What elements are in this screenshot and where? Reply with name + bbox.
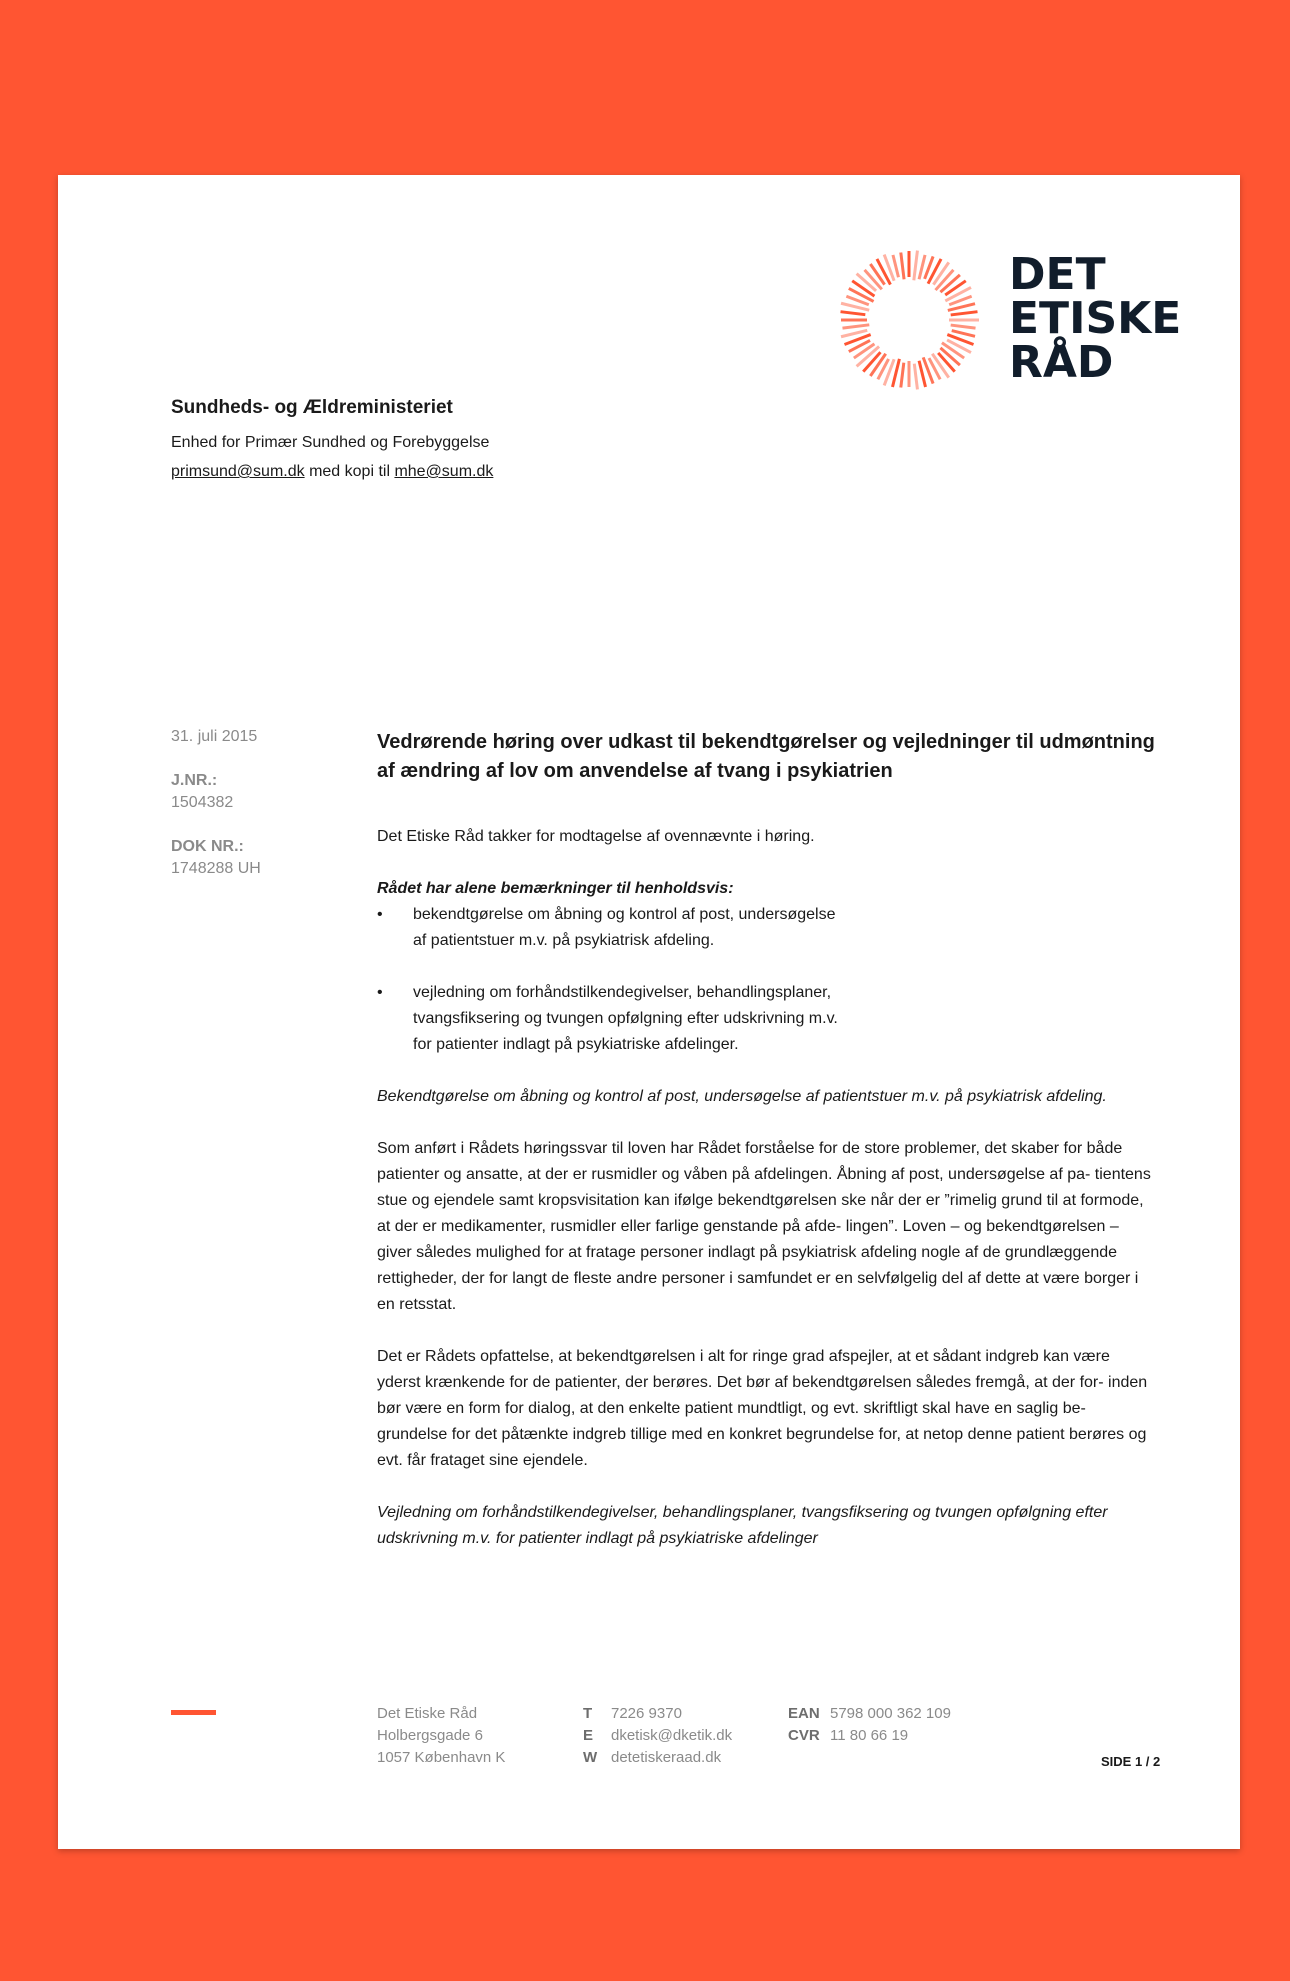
logo-line-3: RÅD [1009,337,1114,388]
letter-page [58,175,1240,1849]
footer-accent-bar [171,1710,216,1715]
remarks-heading: Rådet har alene bemærkninger til henholdsvis: [377,880,734,897]
bullet-icon: • [377,984,383,1001]
recipient-name: Sundheds- og Ældreministeriet [171,397,453,418]
jnr-value: 1504382 [171,794,234,811]
paragraph-1: Som anført i Rådets høringssvar til loven har Rådet forståelse for de store problemer, det skaber for både patienter og ansatte, at der er rusmidler og våben på afdelingen. Åbning af post, undersøgelse af pa- tientens stue og ejendele samt kropsvisitation kan ifølge bekendtgørelsen ske når der er ”rimelig grund til at formode, at der er medikamenter, rusmidler eller farlige genstande på afde- lingen”. Loven – og bekendtgørelsen – giver således mulighed for at fratage personer indlagt på psykiatrisk afdeling nogle af de grundlæggende rettigheder, der for langt de fleste andre personer i samfundet er en selvfølgelig del af dette at være borger i en retsstat. [377,1140,1151,1313]
page-number: SIDE 1 / 2 [1101,1754,1161,1769]
recipient-unit: Enhed for Primær Sundhed og Forebyggelse [171,434,490,451]
phone-label: T [583,1705,593,1722]
logo [834,245,1182,395]
list-item-text: bekendtgørelse om åbning og kontrol af post, undersøgelse af patientstuer m.v. på psykiatrisk afdeling. [413,906,836,949]
footer-contact [583,1703,732,1769]
dok-label: DOK NR.: [171,838,244,855]
web-label: W [583,1749,598,1766]
list-item-text: vejledning om forhåndstilkendegivelser, behandlingsplaner, tvangsfiksering og tvungen opfølgning efter udskrivning m.v. for patienter indlagt på psykiatriske afdelinger. [413,984,838,1053]
letter-meta [171,728,261,878]
bullet-icon: • [377,906,383,923]
email-value[interactable]: dketisk@dketik.dk [611,1727,733,1744]
footer-org: Det Etiske Råd [377,1705,478,1722]
email-label: E [583,1727,594,1744]
letter-body [377,728,1157,1578]
copy-text: med kopi til [304,463,395,480]
sunburst-ring-icon [834,245,984,395]
web-value[interactable]: detetiskeraad.dk [611,1749,722,1766]
recipient-block [171,397,493,486]
paragraph-2: Det er Rådets opfattelse, at bekendtgørelsen i alt for ringe grad afspejler, at et sådant indgreb kan være yderst krænkende for de patienter, der berøres. Det bør af bekendtgørelsen således fremgå, at der for- inden bør være en form for dialog, at den enkelte patient mundtligt, og evt. skriftligt skal have en saglig be- grundelse for det påtænkte indgreb tillige med en konkret begrundelse for, at netop denne patient berøres og evt. får frataget sine ejendele. [377,1348,1148,1469]
cvr-label: CVR [788,1727,820,1744]
letter-subject: Vedrørende høring over udkast til bekendtgørelser og vejledninger til udmøntning af ændring af lov om anvendelse af tvang i psykiatrien [377,731,1155,782]
cvr-value: 11 80 66 19 [830,1727,909,1744]
footer-street: Holbergsgade 6 [377,1727,483,1744]
phone-value: 7226 9370 [611,1705,682,1722]
email-link-primsund[interactable]: primsund@sum.dk [171,463,305,480]
logo-line-1: DET [1009,249,1106,300]
list-item [377,902,853,954]
section-heading-2: Vejledning om forhåndstilkendegivelser, behandlingsplaner, tvangsfiksering og tvungen opfølgning efter udskrivning m.v. for patienter indlagt på psykiatriske afdelinger [377,1504,1108,1547]
intro-paragraph: Det Etiske Råd takker for modtagelse af ovennævnte i høring. [377,828,815,845]
letter-date: 31. juli 2015 [171,728,258,745]
remarks-list [377,902,1157,1058]
list-item [377,980,853,1058]
footer-city: 1057 København K [377,1749,506,1766]
footer-ids [788,1703,951,1747]
logo-line-2: ETISKE [1009,293,1182,344]
jnr-label: J.NR.: [171,772,218,789]
recipient-emails [171,457,493,486]
footer-address [377,1703,505,1769]
email-link-mhe[interactable]: mhe@sum.dk [394,463,494,480]
ean-value: 5798 000 362 109 [830,1705,951,1722]
section-heading-1: Bekendtgørelse om åbning og kontrol af post, undersøgelse af patientstuer m.v. på psykiatrisk afdeling. [377,1088,1107,1105]
dok-value: 1748288 UH [171,860,261,877]
ean-label: EAN [788,1705,820,1722]
logo-wordmark [1009,249,1182,388]
